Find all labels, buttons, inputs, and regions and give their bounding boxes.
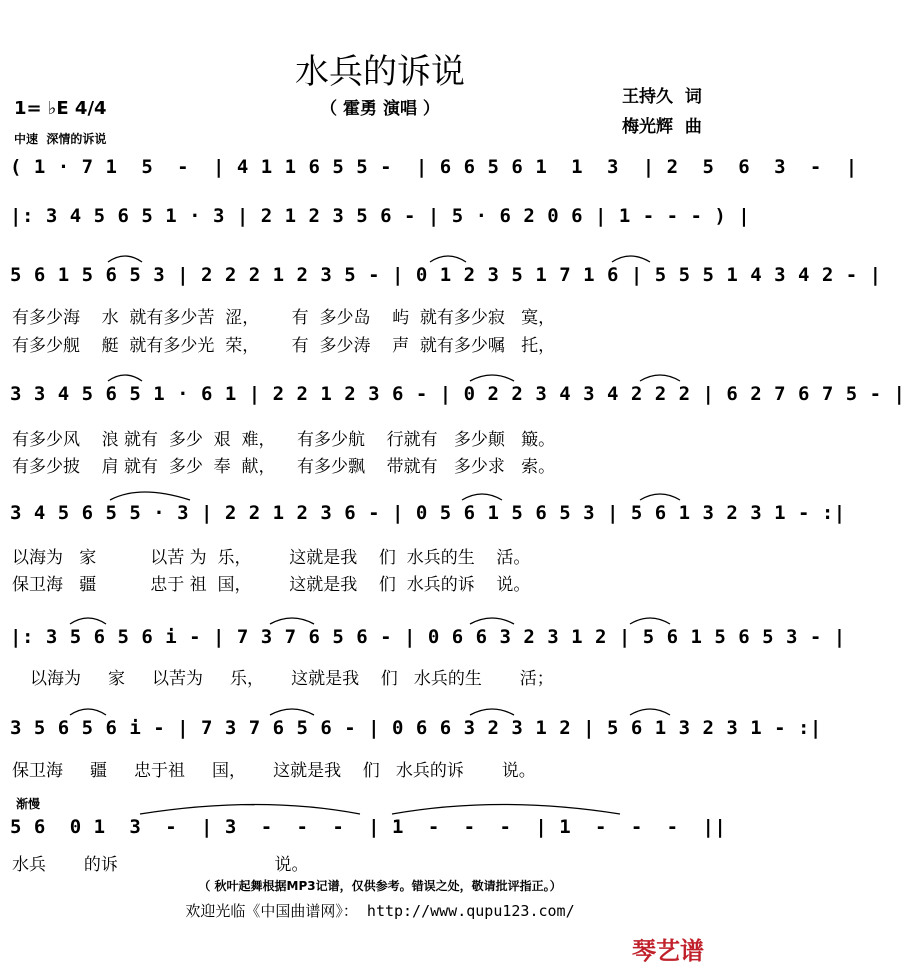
score-row: ( 1 · 7 1 5 - | 4 1 1 6 5 5 - | 6 6 5 6 1 1 3 | 2 5 6 3 - | bbox=[10, 156, 858, 178]
lyric-line: 保卫海 疆 忠于 祖 国， 这就是我 们 水兵的诉 说。 bbox=[12, 575, 531, 595]
lyric-line: 以海为 家 以苦 为 乐， 这就是我 们 水兵的生 活。 bbox=[12, 548, 531, 568]
composer-credit: 梅光辉 曲 bbox=[622, 117, 702, 137]
brand-logo: 琴艺谱 bbox=[632, 937, 704, 965]
score-row: 3 3 4 5 6 5 1 · 6 1 | 2 2 1 2 3 6 - | 0 2 2 3 4 3 4 2 2 2 | 6 2 7 6 7 5 - | bbox=[10, 383, 905, 405]
lyric-line: 水兵 的诉 说。 bbox=[12, 855, 309, 875]
lyric-line: 有多少披 肩 就有 多少 奉 献， 有多少飘 带就有 多少求 索。 bbox=[12, 457, 556, 477]
score-row: 3 4 5 6 5 5 · 3 | 2 2 1 2 3 6 - | 0 5 6 1 5 6 5 3 | 5 6 1 3 2 3 1 - :| bbox=[10, 502, 846, 524]
score-row: 3 5 6 5 6 i - | 7 3 7 6 5 6 - | 0 6 6 3 2 3 1 2 | 5 6 1 3 2 3 1 - :| bbox=[10, 717, 822, 739]
key-signature: 1= ♭E 4/4 bbox=[14, 98, 107, 119]
lyric-line: 以海为 家 以苦为 乐， 这就是我 们 水兵的生 活； bbox=[30, 669, 554, 689]
lyric-line: 有多少舰 艇 就有多少光 荣， 有 多少涛 声 就有多少嘱 托， bbox=[12, 336, 556, 356]
song-title: 水兵的诉说 bbox=[295, 52, 465, 92]
tempo-marking: 中速 深情的诉说 bbox=[14, 132, 107, 146]
site-link[interactable]: 欢迎光临《中国曲谱网》： http://www.qupu123.com/ bbox=[185, 902, 575, 920]
lyric-line: 有多少海 水 就有多少苦 涩， 有 多少岛 屿 就有多少寂 寞， bbox=[12, 308, 556, 328]
ritardando-marking: 渐慢 bbox=[16, 797, 41, 811]
singer-credit: （ 霍勇 演唱 ） bbox=[320, 99, 440, 119]
score-row: |: 3 4 5 6 5 1 · 3 | 2 1 2 3 5 6 - | 5 · 6 2 0 6 | 1 - - - ) | bbox=[10, 205, 751, 227]
score-row: 5 6 1 5 6 5 3 | 2 2 2 1 2 3 5 - | 0 1 2 3 5 1 7 1 6 | 5 5 5 1 4 3 4 2 - | bbox=[10, 264, 882, 286]
score-row: 5 6 0 1 3 - | 3 - - - | 1 - - - | 1 - - - || bbox=[10, 816, 727, 838]
lyric-line: 保卫海 疆 忠于祖 国， 这就是我 们 水兵的诉 说。 bbox=[12, 761, 536, 781]
transcription-note: （ 秋叶起舞根据MP3记谱，仅供参考。错误之处，敬请批评指正。） bbox=[198, 879, 562, 893]
lyric-line: 有多少风 浪 就有 多少 艰 难， 有多少航 行就有 多少颠 簸。 bbox=[12, 430, 556, 450]
lyricist-credit: 王持久 词 bbox=[622, 87, 702, 107]
score-row: |: 3 5 6 5 6 i - | 7 3 7 6 5 6 - | 0 6 6 3 2 3 1 2 | 5 6 1 5 6 5 3 - | bbox=[10, 626, 846, 648]
